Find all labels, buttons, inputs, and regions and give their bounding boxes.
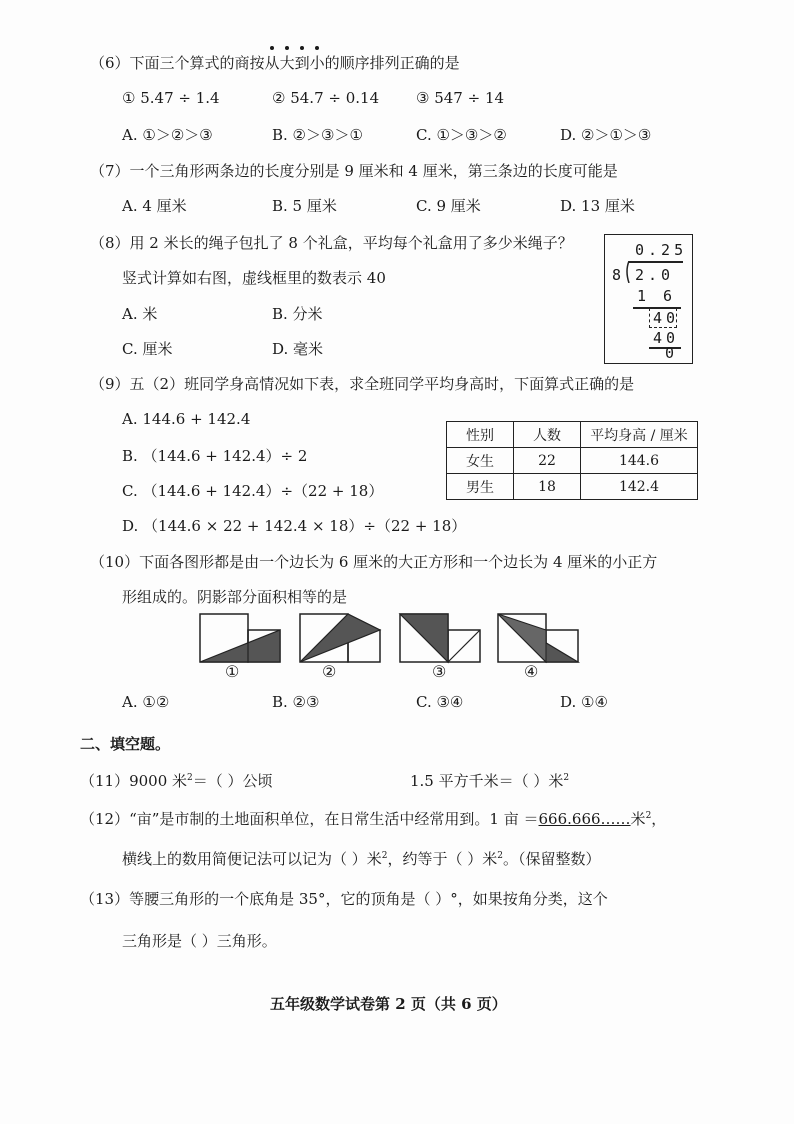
q9-option-c[interactable]: C. （144.6 + 142.4）÷（22 + 18） [122, 482, 384, 500]
emph-char: 到 [294, 54, 310, 72]
q11-blank-1[interactable]: ＝（ ）公顷 [192, 772, 273, 790]
q11-blank-2[interactable]: 1.5 平方千米＝（ ）米 [410, 772, 564, 790]
q6-option-a[interactable]: A. ①＞②＞③ [122, 126, 213, 144]
divisor: 8 [612, 266, 626, 284]
q12-blank-1[interactable]: 横线上的数用简便记法可以记为（ ）米 [122, 850, 382, 868]
q7-option-b[interactable]: B. 5 厘米 [272, 197, 337, 215]
table-header: 性别 [447, 422, 514, 448]
table-header: 平均身高 / 厘米 [581, 422, 698, 448]
q10-option-c[interactable]: C. ③④ [416, 693, 464, 711]
q13-line2[interactable]: 三角形是（ ）三角形。 [122, 932, 277, 950]
q9-option-d[interactable]: D. （144.6 × 22 + 142.4 × 18）÷（22 + 18） [122, 517, 467, 535]
q12-line2: 横线上的数用简便记法可以记为（ ）米$^2$，约等于（ ）米$^2$。（保留整数） [122, 850, 601, 868]
page-footer: 五年级数学试卷第 2 页（共 6 页） [270, 995, 507, 1013]
q6-expr-3: ③ 547 ÷ 14 [416, 89, 505, 107]
table-header-row [447, 422, 698, 448]
figure-4 [498, 614, 578, 662]
table-cell: 男生 [447, 474, 514, 500]
q8-option-b[interactable]: B. 分米 [272, 305, 323, 323]
q6-option-d[interactable]: D. ②＞①＞③ [560, 126, 652, 144]
figure-3 [400, 614, 480, 662]
table-row [447, 448, 698, 474]
emph-char: 从 [264, 54, 280, 72]
figure-1 [200, 614, 280, 662]
q8-option-d[interactable]: D. 毫米 [272, 340, 324, 358]
figure-label-4: ④ [524, 662, 539, 681]
q6-option-b[interactable]: B. ②＞③＞① [272, 126, 363, 144]
q9-option-a[interactable]: A. 144.6 + 142.4 [122, 410, 251, 428]
repeating-decimal: 666.666…… [538, 810, 631, 828]
q12-blank-2[interactable]: ，约等于（ ）米 [387, 850, 498, 868]
dividend: 2.0 [635, 266, 675, 284]
emph-char: 小 [309, 54, 325, 72]
q10-option-d[interactable]: D. ①④ [560, 693, 608, 711]
table-cell: 18 [514, 474, 581, 500]
q7-option-d[interactable]: D. 13 厘米 [560, 197, 635, 215]
q7-title: （7）一个三角形两条边的长度分别是 9 厘米和 4 厘米，第三条边的长度可能是 [90, 162, 618, 180]
long-division-figure [604, 234, 693, 364]
q11-part1: （11）9000 米$^2$＝（ ）公顷 [80, 772, 273, 790]
table-row [447, 474, 698, 500]
q8-subtitle: 竖式计算如右图，虚线框里的数表示 40 [122, 269, 386, 287]
q8-title: （8）用 2 米长的绳子包扎了 8 个礼盒，平均每个礼盒用了多少米绳子？ [90, 234, 573, 252]
figure-label-1: ① [225, 662, 240, 681]
figure-label-2: ② [322, 662, 337, 681]
table-cell: 142.4 [581, 474, 698, 500]
q12-line1: （12）“亩”是市制的土地面积单位，在日常生活中经常用到。1 亩 ＝666.666……米$^2$， [80, 810, 667, 828]
boxed-number: 40 [653, 309, 680, 327]
table-cell: 22 [514, 448, 581, 474]
division-bracket [623, 261, 633, 283]
q6-expr-2: ② 54.7 ÷ 0.14 [272, 89, 380, 107]
table-cell: 144.6 [581, 448, 698, 474]
q9-option-b[interactable]: B. （144.6 + 142.4）÷ 2 [122, 447, 308, 465]
table-header: 人数 [514, 422, 581, 448]
division-bar [629, 261, 683, 263]
q8-option-c[interactable]: C. 厘米 [122, 340, 173, 358]
q7-option-a[interactable]: A. 4 厘米 [122, 197, 187, 215]
q6-title: （6）下面三个算式的商按从大到小的顺序排列正确的是 [90, 54, 460, 72]
q11-part2: 1.5 平方千米＝（ ）米$^2$ [410, 772, 570, 790]
q6-option-c[interactable]: C. ①＞③＞② [416, 126, 507, 144]
q10-title-line2: 形组成的。阴影部分面积相等的是 [122, 588, 348, 606]
q10-option-a[interactable]: A. ①② [122, 693, 170, 711]
step1: 1 6 [637, 287, 677, 305]
q6-expr-1: ① 5.47 ÷ 1.4 [122, 89, 220, 107]
emph-char: 大 [279, 54, 295, 72]
q13-line1[interactable]: （13）等腰三角形的一个底角是 35°，它的顶角是（ ）°，如果按角分类，这个 [80, 890, 608, 908]
remainder: 0 [665, 344, 679, 362]
section-2-title: 二、填空题。 [80, 735, 171, 753]
q7-option-c[interactable]: C. 9 厘米 [416, 197, 481, 215]
q9-title: （9）五（2）班同学身高情况如下表，求全班同学平均身高时，下面算式正确的是 [90, 375, 635, 393]
quotient: 0.25 [635, 241, 688, 259]
step2: 40 [653, 329, 680, 347]
figure-2 [300, 614, 380, 662]
table-cell: 女生 [447, 448, 514, 474]
q10-title-line1: （10）下面各图形都是由一个边长为 6 厘米的大正方形和一个边长为 4 厘米的小正方 [90, 553, 658, 571]
q8-option-a[interactable]: A. 米 [122, 305, 158, 323]
q10-option-b[interactable]: B. ②③ [272, 693, 320, 711]
figure-label-3: ③ [432, 662, 447, 681]
height-table [446, 421, 698, 500]
